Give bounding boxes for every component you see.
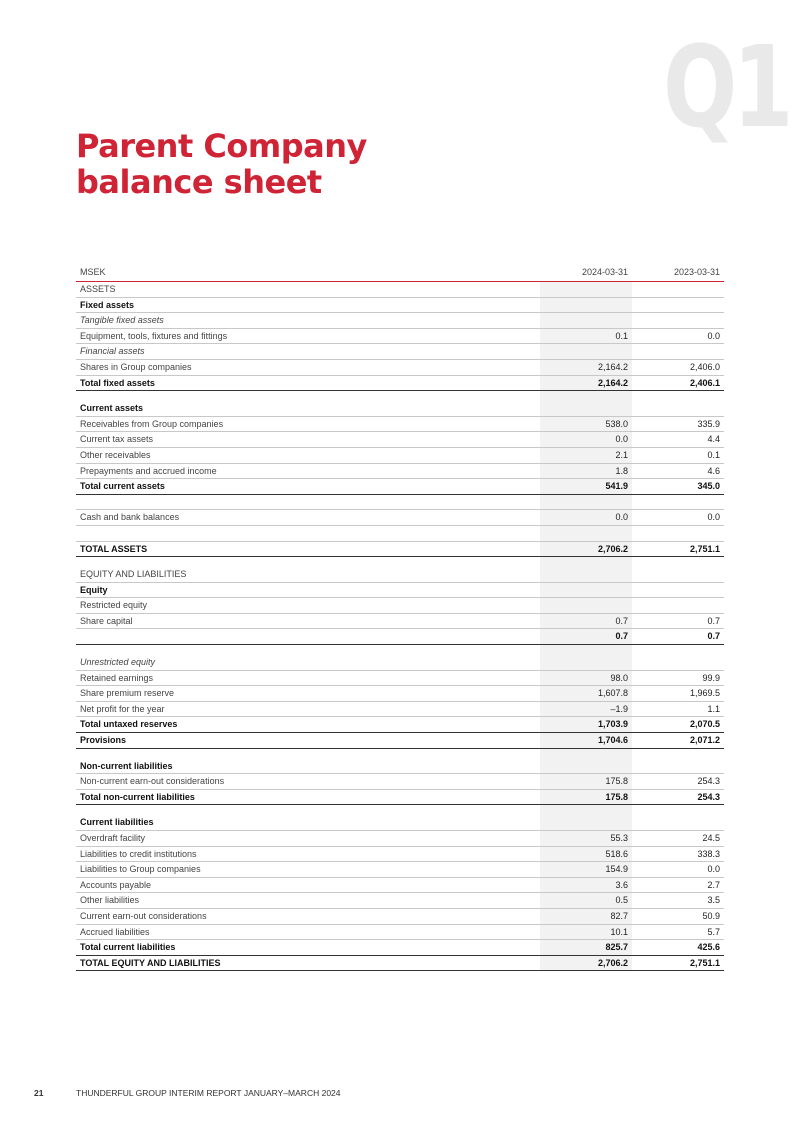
spacer-cell	[76, 391, 540, 402]
table-row	[76, 655, 724, 670]
value-2024: 2,164.2	[540, 359, 632, 375]
table-body	[76, 282, 724, 971]
table-row	[76, 686, 724, 702]
table-row	[76, 525, 724, 541]
value-2023: 2,406.0	[632, 359, 724, 375]
row-label: Tangible fixed assets	[76, 313, 540, 329]
row-label: Restricted equity	[76, 598, 540, 614]
row-label: Other liabilities	[76, 893, 540, 909]
row-label: Equity	[76, 582, 540, 598]
row-label: Current assets	[76, 401, 540, 416]
row-label	[76, 525, 540, 541]
row-label: Fixed assets	[76, 297, 540, 313]
spacer-cell	[632, 748, 724, 759]
value-2024	[540, 567, 632, 582]
row-label: Total untaxed reserves	[76, 717, 540, 733]
value-2023: 1.1	[632, 701, 724, 717]
table-row	[76, 582, 724, 598]
value-2024: 2,164.2	[540, 375, 632, 391]
row-label: Equipment, tools, fixtures and fittings	[76, 328, 540, 344]
value-2024: 538.0	[540, 416, 632, 432]
value-2024: 0.1	[540, 328, 632, 344]
value-2023	[632, 525, 724, 541]
table-row	[76, 908, 724, 924]
table-row	[76, 955, 724, 971]
table-row	[76, 815, 724, 830]
value-2023	[632, 598, 724, 614]
table-row	[76, 733, 724, 749]
table-row	[76, 924, 724, 940]
page-title-line-2: balance sheet	[76, 163, 322, 201]
table-row	[76, 893, 724, 909]
value-2024: 1,607.8	[540, 686, 632, 702]
spacer-cell	[540, 805, 632, 816]
value-2023: 0.0	[632, 510, 724, 526]
column-header-unit: MSEK	[76, 263, 540, 282]
spacer-row	[76, 805, 724, 816]
value-2024: 2,706.2	[540, 541, 632, 557]
page-title-line-1: Parent Company	[76, 127, 367, 165]
value-2023: 50.9	[632, 908, 724, 924]
spacer-cell	[632, 557, 724, 568]
row-label: Prepayments and accrued income	[76, 463, 540, 479]
row-label: ASSETS	[76, 282, 540, 298]
value-2024: 0.0	[540, 432, 632, 448]
row-label: EQUITY AND LIABILITIES	[76, 567, 540, 582]
value-2023	[632, 567, 724, 582]
value-2024: 825.7	[540, 940, 632, 956]
row-label: Share capital	[76, 613, 540, 629]
value-2023: 2,751.1	[632, 955, 724, 971]
table-row	[76, 359, 724, 375]
value-2023: 2,070.5	[632, 717, 724, 733]
value-2023: 0.7	[632, 613, 724, 629]
table-row	[76, 567, 724, 582]
row-label: Current liabilities	[76, 815, 540, 830]
column-header-2024: 2024-03-31	[540, 263, 632, 282]
row-label: Shares in Group companies	[76, 359, 540, 375]
value-2023: 2.7	[632, 877, 724, 893]
value-2023: 254.3	[632, 774, 724, 790]
row-label: Total fixed assets	[76, 375, 540, 391]
value-2024: 2,706.2	[540, 955, 632, 971]
table-row	[76, 416, 724, 432]
value-2023: 4.6	[632, 463, 724, 479]
row-label: Non-current liabilities	[76, 759, 540, 774]
page-title	[76, 128, 367, 200]
table-row	[76, 831, 724, 847]
table-row	[76, 375, 724, 391]
row-label: Share premium reserve	[76, 686, 540, 702]
value-2023: 2,751.1	[632, 541, 724, 557]
value-2024: 55.3	[540, 831, 632, 847]
table-header-row	[76, 263, 724, 282]
row-label: Total current liabilities	[76, 940, 540, 956]
value-2024: 1,703.9	[540, 717, 632, 733]
value-2024: 3.6	[540, 877, 632, 893]
value-2023: 345.0	[632, 479, 724, 495]
value-2023	[632, 297, 724, 313]
row-label: Current tax assets	[76, 432, 540, 448]
value-2023: 425.6	[632, 940, 724, 956]
table-row	[76, 701, 724, 717]
spacer-cell	[632, 645, 724, 656]
table-row	[76, 846, 724, 862]
value-2024	[540, 401, 632, 416]
row-label: Financial assets	[76, 344, 540, 360]
table-row	[76, 541, 724, 557]
value-2023: 0.1	[632, 447, 724, 463]
value-2023	[632, 759, 724, 774]
value-2024: 518.6	[540, 846, 632, 862]
value-2023: 254.3	[632, 789, 724, 805]
table-row	[76, 494, 724, 510]
spacer-cell	[632, 805, 724, 816]
value-2024	[540, 582, 632, 598]
column-header-2023: 2023-03-31	[632, 263, 724, 282]
row-label: Unrestricted equity	[76, 655, 540, 670]
row-label: Liabilities to Group companies	[76, 862, 540, 878]
value-2023: 1,969.5	[632, 686, 724, 702]
table-row	[76, 877, 724, 893]
row-label	[76, 629, 540, 645]
table-row	[76, 432, 724, 448]
value-2023: 4.4	[632, 432, 724, 448]
table-row	[76, 670, 724, 686]
row-label: Net profit for the year	[76, 701, 540, 717]
quarter-watermark: Q1	[663, 23, 789, 153]
row-label: Other receivables	[76, 447, 540, 463]
value-2024: 541.9	[540, 479, 632, 495]
table-row	[76, 447, 724, 463]
spacer-cell	[76, 748, 540, 759]
table-row	[76, 282, 724, 298]
spacer-cell	[540, 557, 632, 568]
row-label: TOTAL ASSETS	[76, 541, 540, 557]
report-title: THUNDERFUL GROUP INTERIM REPORT JANUARY–MARCH 2024	[76, 1088, 341, 1098]
value-2023: 0.7	[632, 629, 724, 645]
value-2024	[540, 494, 632, 510]
value-2023: 338.3	[632, 846, 724, 862]
row-label	[76, 494, 540, 510]
value-2024: 2.1	[540, 447, 632, 463]
value-2023: 0.0	[632, 328, 724, 344]
page-footer	[34, 1088, 341, 1098]
spacer-cell	[540, 748, 632, 759]
value-2023	[632, 401, 724, 416]
value-2023	[632, 655, 724, 670]
table-row	[76, 629, 724, 645]
value-2024: 1,704.6	[540, 733, 632, 749]
spacer-row	[76, 557, 724, 568]
value-2024: 0.7	[540, 629, 632, 645]
spacer-cell	[76, 645, 540, 656]
table-row	[76, 344, 724, 360]
value-2024: 10.1	[540, 924, 632, 940]
spacer-cell	[76, 805, 540, 816]
value-2024: –1.9	[540, 701, 632, 717]
value-2024: 82.7	[540, 908, 632, 924]
row-label: Total current assets	[76, 479, 540, 495]
value-2024	[540, 655, 632, 670]
row-label: Non-current earn-out considerations	[76, 774, 540, 790]
value-2024	[540, 525, 632, 541]
value-2023: 0.0	[632, 862, 724, 878]
table-row	[76, 862, 724, 878]
value-2024: 175.8	[540, 789, 632, 805]
value-2024	[540, 759, 632, 774]
table-row	[76, 463, 724, 479]
value-2023	[632, 582, 724, 598]
table-row	[76, 297, 724, 313]
value-2024	[540, 313, 632, 329]
value-2023: 335.9	[632, 416, 724, 432]
value-2023: 2,071.2	[632, 733, 724, 749]
value-2023	[632, 282, 724, 298]
table-row	[76, 598, 724, 614]
balance-sheet-table	[76, 263, 724, 971]
value-2023: 3.5	[632, 893, 724, 909]
value-2024	[540, 297, 632, 313]
spacer-cell	[76, 557, 540, 568]
row-label: Accrued liabilities	[76, 924, 540, 940]
spacer-cell	[540, 645, 632, 656]
row-label: Retained earnings	[76, 670, 540, 686]
value-2024	[540, 815, 632, 830]
value-2024	[540, 282, 632, 298]
spacer-row	[76, 748, 724, 759]
value-2023	[632, 313, 724, 329]
table-row	[76, 401, 724, 416]
table-row	[76, 717, 724, 733]
table-row	[76, 313, 724, 329]
row-label: Receivables from Group companies	[76, 416, 540, 432]
table-row	[76, 510, 724, 526]
row-label: Current earn-out considerations	[76, 908, 540, 924]
table-row	[76, 479, 724, 495]
value-2023: 24.5	[632, 831, 724, 847]
value-2024: 0.5	[540, 893, 632, 909]
value-2024	[540, 598, 632, 614]
table-row	[76, 940, 724, 956]
value-2024: 154.9	[540, 862, 632, 878]
value-2023: 99.9	[632, 670, 724, 686]
value-2023: 5.7	[632, 924, 724, 940]
row-label: TOTAL EQUITY AND LIABILITIES	[76, 955, 540, 971]
table-row	[76, 789, 724, 805]
value-2024: 1.8	[540, 463, 632, 479]
table-row	[76, 328, 724, 344]
row-label: Provisions	[76, 733, 540, 749]
value-2024: 98.0	[540, 670, 632, 686]
value-2023	[632, 494, 724, 510]
table-row	[76, 613, 724, 629]
row-label: Cash and bank balances	[76, 510, 540, 526]
value-2024	[540, 344, 632, 360]
value-2024: 175.8	[540, 774, 632, 790]
value-2023	[632, 815, 724, 830]
value-2024: 0.7	[540, 613, 632, 629]
spacer-cell	[540, 391, 632, 402]
value-2024: 0.0	[540, 510, 632, 526]
row-label: Accounts payable	[76, 877, 540, 893]
spacer-row	[76, 645, 724, 656]
row-label: Overdraft facility	[76, 831, 540, 847]
row-label: Total non-current liabilities	[76, 789, 540, 805]
spacer-row	[76, 391, 724, 402]
value-2023: 2,406.1	[632, 375, 724, 391]
table-row	[76, 774, 724, 790]
table-row	[76, 759, 724, 774]
value-2023	[632, 344, 724, 360]
row-label: Liabilities to credit institutions	[76, 846, 540, 862]
page-number: 21	[34, 1088, 44, 1098]
spacer-cell	[632, 391, 724, 402]
